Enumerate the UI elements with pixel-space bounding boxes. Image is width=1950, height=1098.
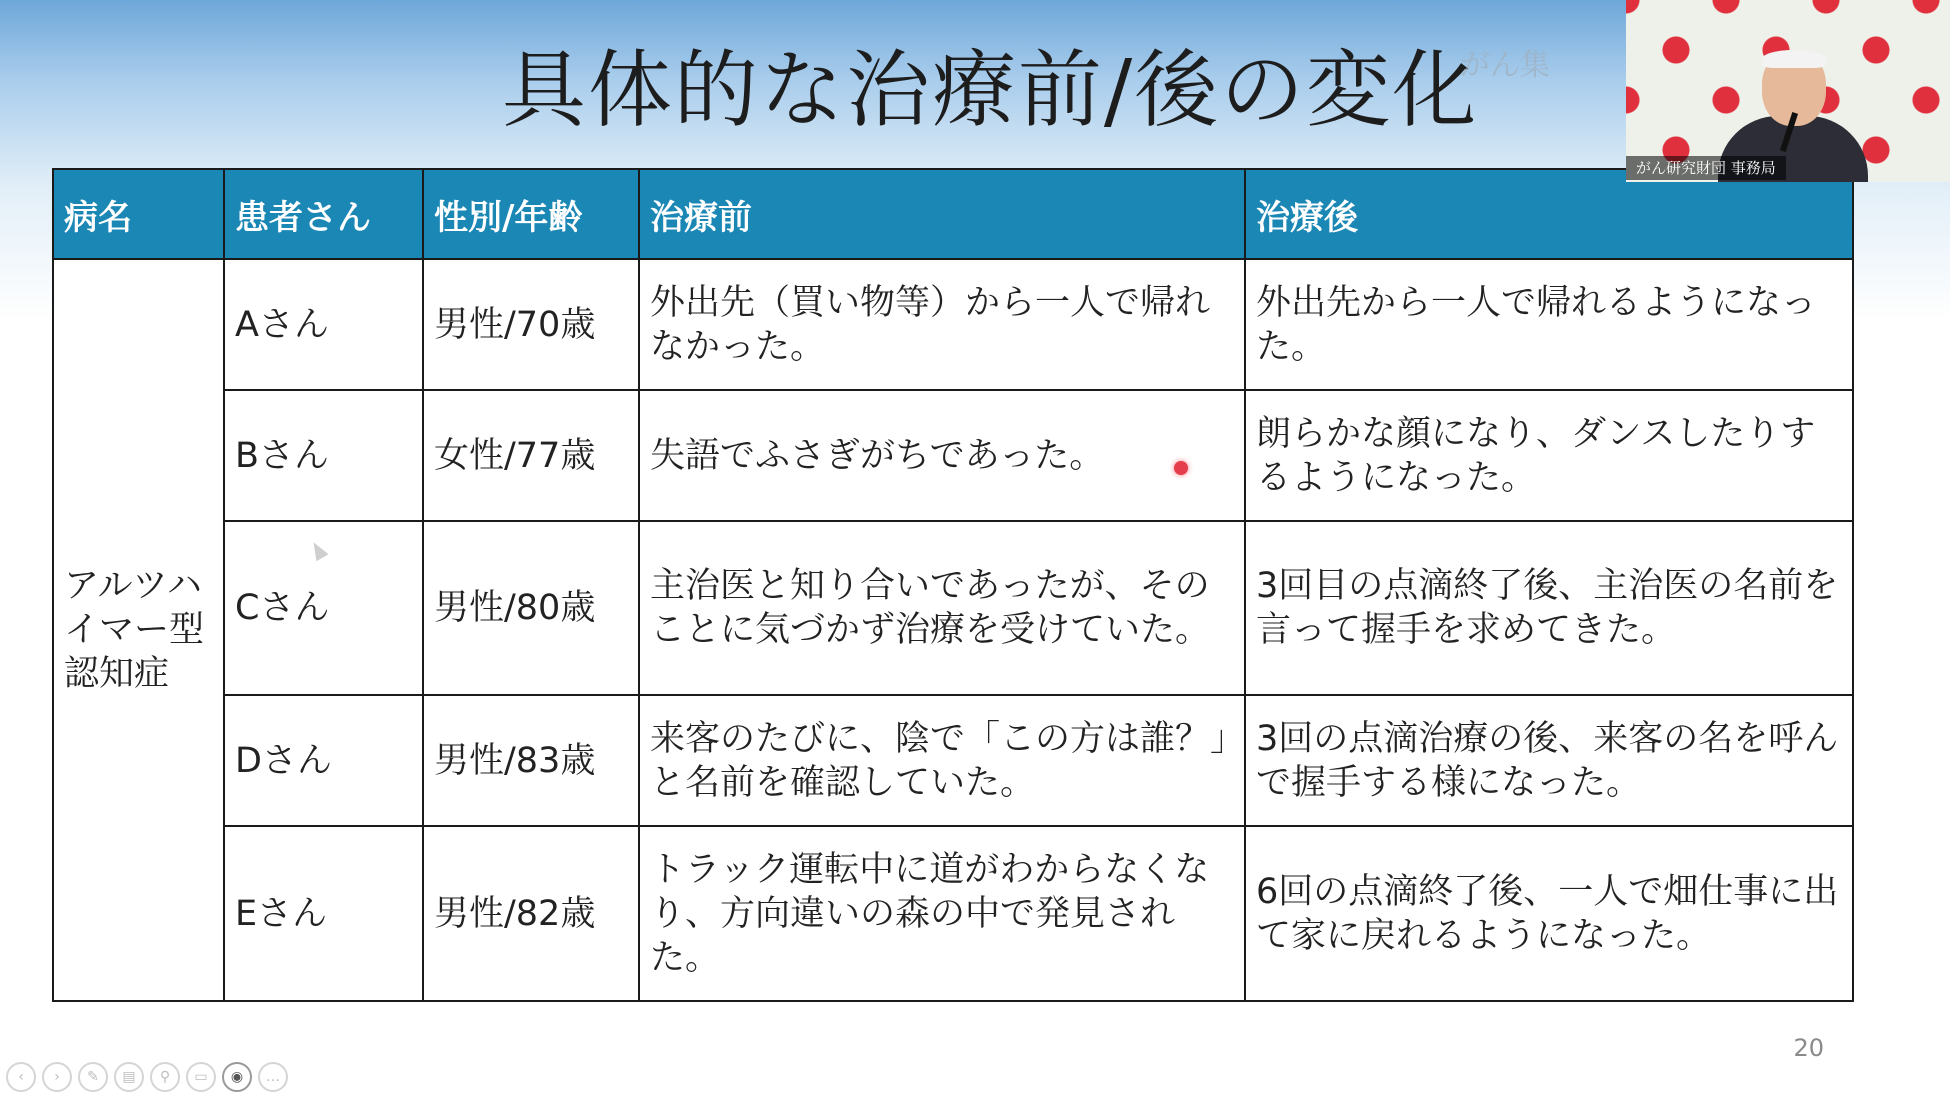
after-cell: 外出先から一人で帰れるようになった。 xyxy=(1245,259,1853,390)
pen-icon[interactable]: ✎ xyxy=(78,1062,108,1092)
speaker-hair xyxy=(1762,50,1826,68)
subtitles-icon[interactable]: ▭ xyxy=(186,1062,216,1092)
patient-cell: Aさん xyxy=(224,259,423,390)
patient-cell: Eさん xyxy=(224,826,423,1001)
table-row xyxy=(53,826,1853,1001)
header-disease: 病名 xyxy=(53,169,224,259)
after-cell: 朗らかな顔になり、ダンスしたりするようになった。 xyxy=(1245,390,1853,521)
speaker-webcam xyxy=(1626,0,1950,182)
after-cell: 3回目の点滴終了後、主治医の名前を言って握手を求めてきた。 xyxy=(1245,521,1853,695)
previous-icon[interactable]: ‹ xyxy=(6,1062,36,1092)
before-cell: 外出先（買い物等）から一人で帰れなかった。 xyxy=(639,259,1245,390)
after-cell: 6回の点滴終了後、一人で畑仕事に出て家に戻れるようになった。 xyxy=(1245,826,1853,1001)
webcam-banner-text: がん集 xyxy=(1460,48,1550,83)
disease-cell: アルツハイマー型認知症 xyxy=(53,259,224,1001)
sex-age-cell: 男性/83歳 xyxy=(423,695,639,826)
presenter-toolbar xyxy=(6,1062,288,1096)
slides-icon[interactable]: ▤ xyxy=(114,1062,144,1092)
sex-age-cell: 女性/77歳 xyxy=(423,390,639,521)
table-row xyxy=(53,259,1853,390)
table-row xyxy=(53,695,1853,826)
after-cell: 3回の点滴治療の後、来客の名を呼んで握手する様になった。 xyxy=(1245,695,1853,826)
header-sex-age: 性別/年齢 xyxy=(423,169,639,259)
camera-icon[interactable]: ◉ xyxy=(222,1062,252,1092)
header-before: 治療前 xyxy=(639,169,1245,259)
header-after: 治療後 xyxy=(1245,169,1853,259)
before-cell: 来客のたびに、陰で「この方は誰？」と名前を確認していた。 xyxy=(639,695,1245,826)
zoom-icon[interactable]: ⚲ xyxy=(150,1062,180,1092)
sex-age-cell: 男性/70歳 xyxy=(423,259,639,390)
more-icon[interactable]: … xyxy=(258,1062,288,1092)
page-number: 20 xyxy=(1793,1034,1824,1062)
patient-cell: Cさん xyxy=(224,521,423,695)
header-patient: 患者さん xyxy=(224,169,423,259)
table-header-row xyxy=(53,169,1853,259)
treatment-table xyxy=(52,168,1854,1002)
slide-title: 具体的な治療前/後の変化 xyxy=(501,41,1479,139)
before-cell: 主治医と知り合いであったが、そのことに気づかず治療を受けていた。 xyxy=(639,521,1245,695)
patient-cell: Bさん xyxy=(224,390,423,521)
sex-age-cell: 男性/82歳 xyxy=(423,826,639,1001)
webcam-caption: がん研究財団 事務局 xyxy=(1626,156,1786,180)
table-row xyxy=(53,390,1853,521)
laser-pointer xyxy=(1174,461,1188,475)
before-cell: トラック運転中に道がわからなくなり、方向違いの森の中で発見された。 xyxy=(639,826,1245,1001)
before-cell: 失語でふさぎがちであった。 xyxy=(639,390,1245,521)
sex-age-cell: 男性/80歳 xyxy=(423,521,639,695)
patient-cell: Dさん xyxy=(224,695,423,826)
next-icon[interactable]: › xyxy=(42,1062,72,1092)
